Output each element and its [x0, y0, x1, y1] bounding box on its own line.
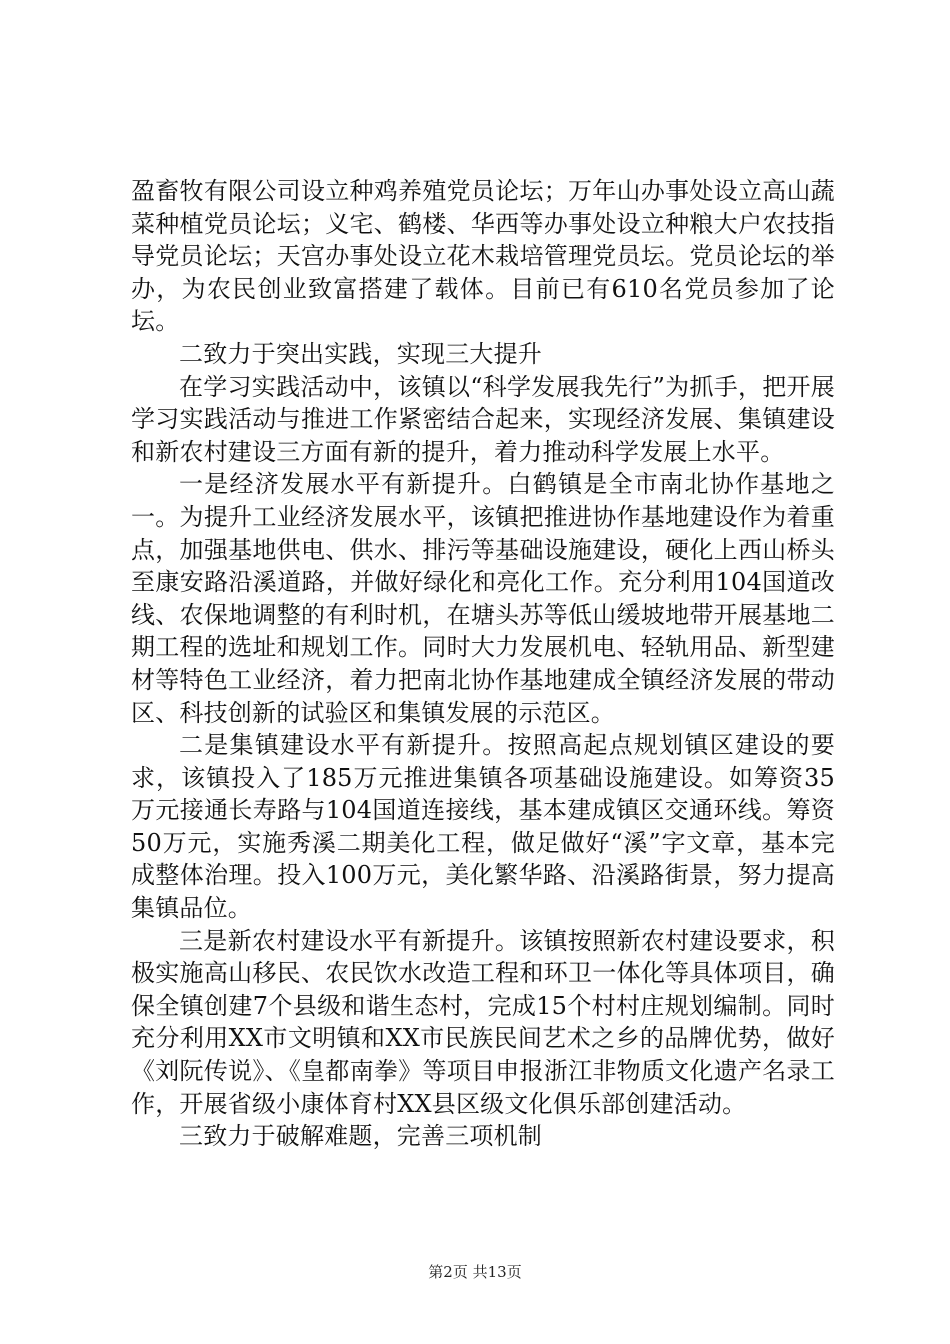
- paragraph-practice-intro: 在学习实践活动中，该镇以“科学发展我先行”为抓手，把开展学习实践活动与推进工作紧密结合起来，实现经济发展、集镇建设和新农村建设三方面有新的提升，着力推动科学发展上水平。: [131, 372, 835, 466]
- paragraph-new-rural-construction: 三是新农村建设水平有新提升。该镇按照新农村建设要求，积极实施高山移民、农民饮水改造工程和环卫一体化等具体项目，确保全镇创建7个县级和谐生态村，完成15个村村庄规划编制。同时充分利用XX市文明镇和XX市民族民间艺术之乡的品牌优势，做好《刘阮传说》、《皇都南拳》等项目申报浙江非物质文化遗产名录工作，开展省级小康体育村XX县区级文化俱乐部创建活动。: [131, 926, 835, 1118]
- section-heading-mechanisms: 三致力于破解难题，完善三项机制: [179, 1122, 542, 1151]
- document-body: [131, 175, 835, 1153]
- paragraph-economic-development: 一是经济发展水平有新提升。白鹤镇是全市南北协作基地之一。为提升工业经济发展水平，该镇把推进协作基地建设作为着重点，加强基地供电、供水、排污等基础设施建设，硬化上西山桥头至康安路沿溪道路，并做好绿化和亮化工作。充分利用104国道改线、农保地调整的有利时机，在塘头苏等低山缓坡地带开展基地二期工程的选址和规划工作。同时大力发展机电、轻轨用品、新型建材等特色工业经济，着力把南北协作基地建成全镇经济发展的带动区、科技创新的试验区和集镇发展的示范区。: [131, 470, 835, 727]
- paragraph-town-construction: 二是集镇建设水平有新提升。按照高起点规划镇区建设的要求，该镇投入了185万元推进集镇各项基础设施建设。如筹资35万元接通长寿路与104国道连接线，基本建成镇区交通环线。筹资50万元，实施秀溪二期美化工程，做足做好“溪”字文章，基本完成整体治理。投入100万元，美化繁华路、沿溪路街景，努力提高集镇品位。: [131, 731, 835, 923]
- page-footer: 第2页 共13页: [428, 1263, 522, 1281]
- paragraph-party-forum-continuation: 盈畜牧有限公司设立种鸡养殖党员论坛；万年山办事处设立高山蔬菜种植党员论坛；义宅、鹤楼、华西等办事处设立种粮大户农技指导党员论坛；天宫办事处设立花木栽培管理党员坛。党员论坛的举办，为农民创业致富搭建了载体。目前已有610名党员参加了论坛。: [131, 177, 835, 336]
- section-heading-practice: 二致力于突出实践，实现三大提升: [179, 339, 542, 368]
